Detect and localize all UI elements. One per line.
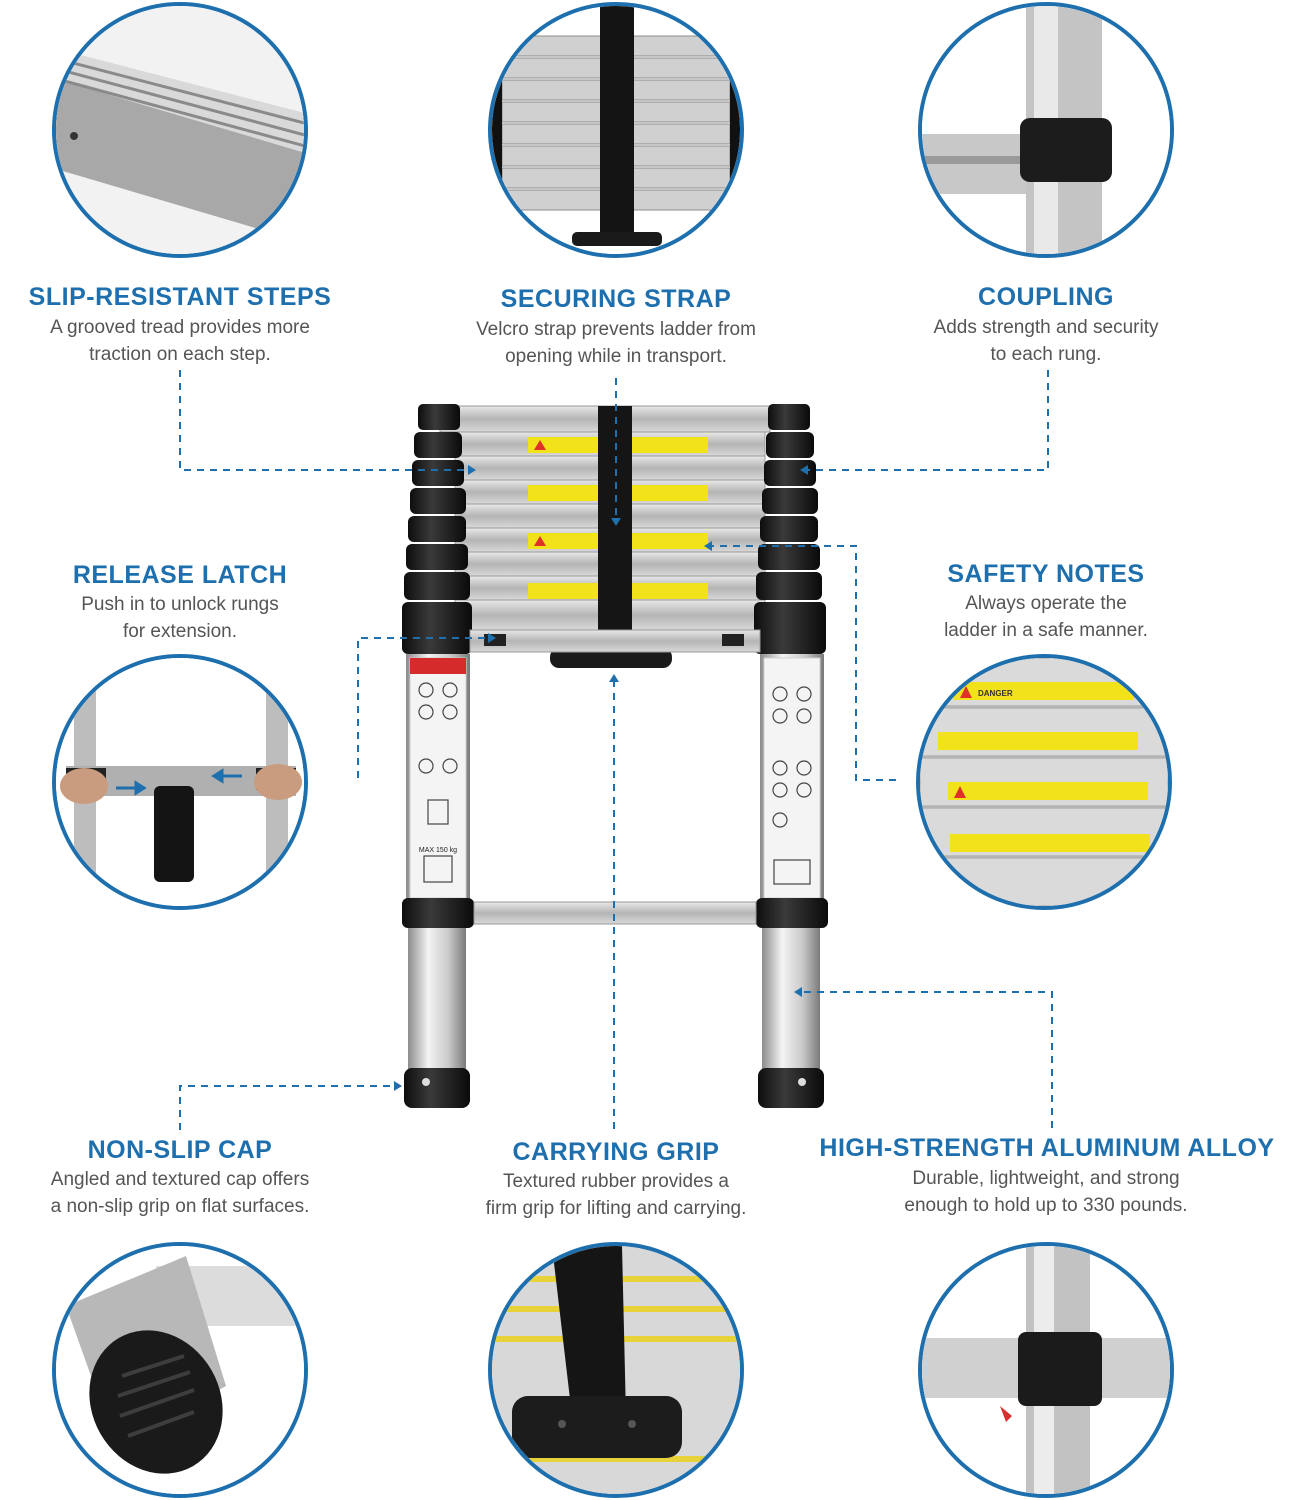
non-slip-cap-desc-2: a non-slip grip on flat surfaces. xyxy=(50,1196,310,1217)
carrying-grip-desc-1: Textured rubber provides a xyxy=(502,1171,729,1192)
aluminum-alloy-desc-2: enough to hold up to 330 pounds. xyxy=(904,1195,1188,1216)
safety-notes-desc-2: ladder in a safe manner. xyxy=(944,620,1148,641)
coupling-detail xyxy=(918,2,1174,258)
max-load-label: MAX 150 kg xyxy=(418,847,458,854)
aluminum-alloy-detail xyxy=(918,1242,1174,1498)
slip-resistant-steps-desc-2: traction on each step. xyxy=(89,344,271,365)
slip-resistant-steps-title: SLIP-RESISTANT STEPS xyxy=(28,283,332,311)
non-slip-cap-desc-1: Angled and textured cap offers xyxy=(50,1169,310,1190)
safety-notes-desc-1: Always operate the xyxy=(965,593,1127,614)
release-latch-desc-2: for extension. xyxy=(122,621,238,642)
coupling-desc-1: Adds strength and security xyxy=(933,317,1159,338)
left-coupling-stack xyxy=(402,404,472,654)
securing-strap-desc-2: opening while in transport. xyxy=(505,346,727,367)
aluminum-alloy-title: HIGH-STRENGTH ALUMINUM ALLOY xyxy=(819,1134,1275,1162)
non-slip-cap-title: NON-SLIP CAP xyxy=(87,1136,273,1164)
coupling-title: COUPLING xyxy=(978,283,1114,311)
securing-strap-desc-1: Velcro strap prevents ladder from xyxy=(476,319,756,340)
non-slip-cap-detail xyxy=(52,1242,308,1498)
carrying-grip-desc-2: firm grip for lifting and carrying. xyxy=(485,1198,747,1219)
aluminum-alloy-desc-1: Durable, lightweight, and strong xyxy=(912,1168,1180,1189)
carrying-grip-title: CARRYING GRIP xyxy=(512,1138,720,1166)
danger-label: DANGER xyxy=(978,689,1013,698)
left-end-cap xyxy=(404,1068,470,1108)
carrying-grip-detail xyxy=(488,1242,744,1498)
slip-resistant-steps-desc-1: A grooved tread provides more xyxy=(50,317,310,338)
safety-notes-detail xyxy=(916,654,1172,910)
release-latch-title: RELEASE LATCH xyxy=(72,561,288,589)
coupling-desc-2: to each rung. xyxy=(990,344,1102,365)
release-latch-detail xyxy=(52,654,308,910)
securing-strap-title: SECURING STRAP xyxy=(500,285,732,313)
release-latch-desc-1: Push in to unlock rungs xyxy=(81,594,279,615)
right-end-cap xyxy=(758,1068,824,1108)
slip-resistant-steps-detail xyxy=(52,2,308,258)
safety-notes-title: SAFETY NOTES xyxy=(947,560,1145,588)
securing-strap-detail xyxy=(488,2,744,258)
